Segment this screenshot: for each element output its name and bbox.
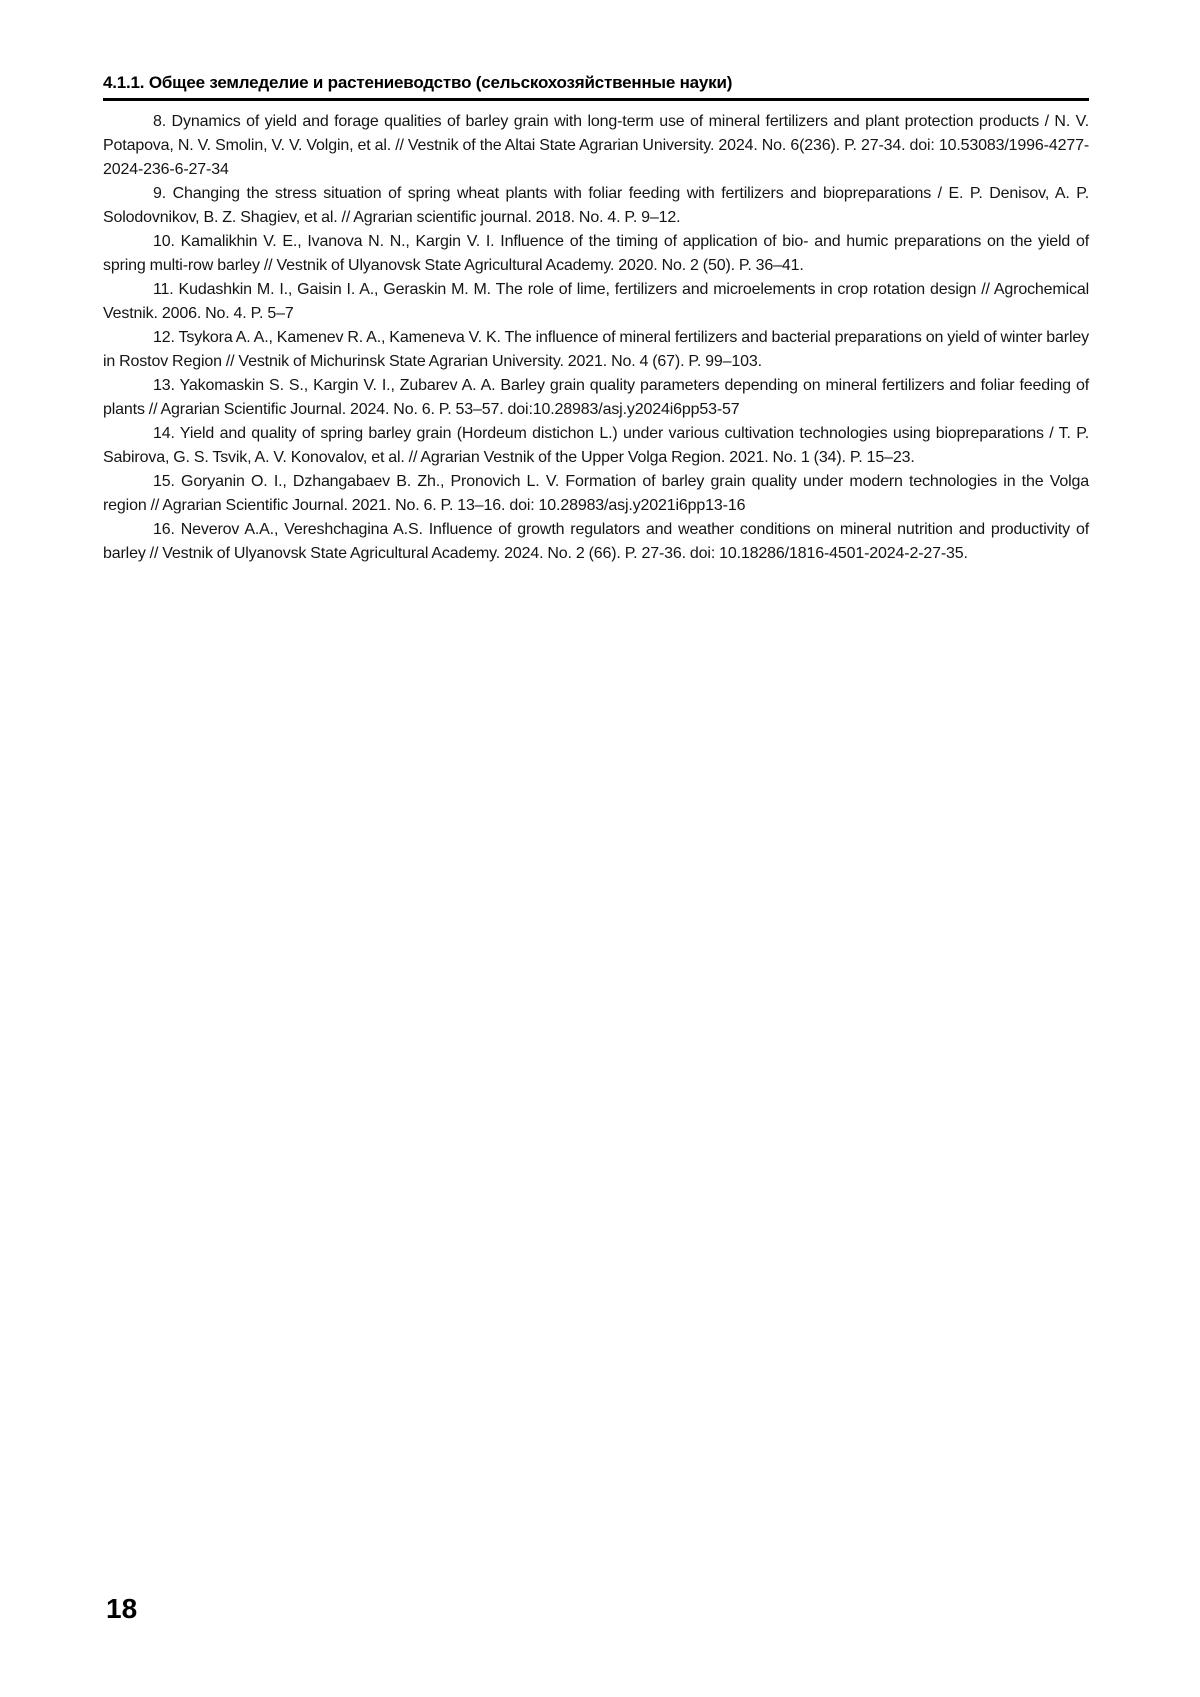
reference-item: 14. Yield and quality of spring barley grain (Hordeum distichon L.) under various cultivation technologies using biopreparations / T. P. Sabirova, G. S. Tsvik, A. V. Konovalov, et al. // Agrarian Vestnik of the Upper Volga Region. 2021. No. 1 (34). P. 15–23. — [103, 425, 1089, 466]
page-number: 18 — [106, 1593, 138, 1624]
reference-item: 13. Yakomaskin S. S., Kargin V. I., Zubarev A. A. Barley grain quality parameters depending on mineral fertilizers and foliar feeding of plants // Agrarian Scientific Journal. 2024. No. 6. P. 53–57. doi:10.28983/asj.y2024i6pp53-57 — [103, 377, 1089, 418]
reference-item: 15. Goryanin O. I., Dzhangabaev B. Zh., Pronovich L. V. Formation of barley grain quality under modern technologies in the Volga region // Agrarian Scientific Journal. 2021. No. 6. P. 13–16. doi: 10.28983/asj.y2021i6pp13-16 — [103, 473, 1089, 514]
reference-item: 9. Changing the stress situation of spring wheat plants with foliar feeding with fertilizers and biopreparations / E. P. Denisov, A. P. Solodovnikov, B. Z. Shagiev, et al. // Agrarian scientific journal. 2018. No. 4. P. 9–12. — [103, 185, 1089, 226]
page-content — [103, 0, 1089, 566]
reference-item: 10. Kamalikhin V. E., Ivanova N. N., Kargin V. I. Influence of the timing of application of bio- and humic preparations on the yield of spring multi-row barley // Vestnik of Ulyanovsk State Agricultural Academy. 2020. No. 2 (50). P. 36–41. — [103, 233, 1089, 274]
reference-item: 11. Kudashkin M. I., Gaisin I. A., Geraskin M. M. The role of lime, fertilizers and microelements in crop rotation design // Agrochemical Vestnik. 2006. No. 4. P. 5–7 — [103, 281, 1089, 322]
section-heading: 4.1.1. Общее земледелие и растениеводство (сельскохозяйственные науки) — [103, 72, 1089, 101]
reference-item: 16. Neverov A.A., Vereshchagina A.S. Influence of growth regulators and weather conditions on mineral nutrition and productivity of barley // Vestnik of Ulyanovsk State Agricultural Academy. 2024. No. 2 (66). P. 27-36. doi: 10.18286/1816-4501-2024-2-27-35. — [103, 521, 1089, 562]
reference-item: 12. Tsykora A. A., Kamenev R. A., Kameneva V. K. The influence of mineral fertilizers and bacterial preparations on yield of winter barley in Rostov Region // Vestnik of Michurinsk State Agrarian University. 2021. No. 4 (67). P. 99–103. — [103, 329, 1089, 370]
reference-list — [103, 110, 1089, 566]
reference-item: 8. Dynamics of yield and forage qualities of barley grain with long-term use of mineral fertilizers and plant protection products / N. V. Potapova, N. V. Smolin, V. V. Volgin, et al. // Vestnik of the Altai State Agrarian University. 2024. No. 6(236). P. 27-34. doi: 10.53083/1996-4277-2024-236-6-27-34 — [103, 113, 1089, 178]
